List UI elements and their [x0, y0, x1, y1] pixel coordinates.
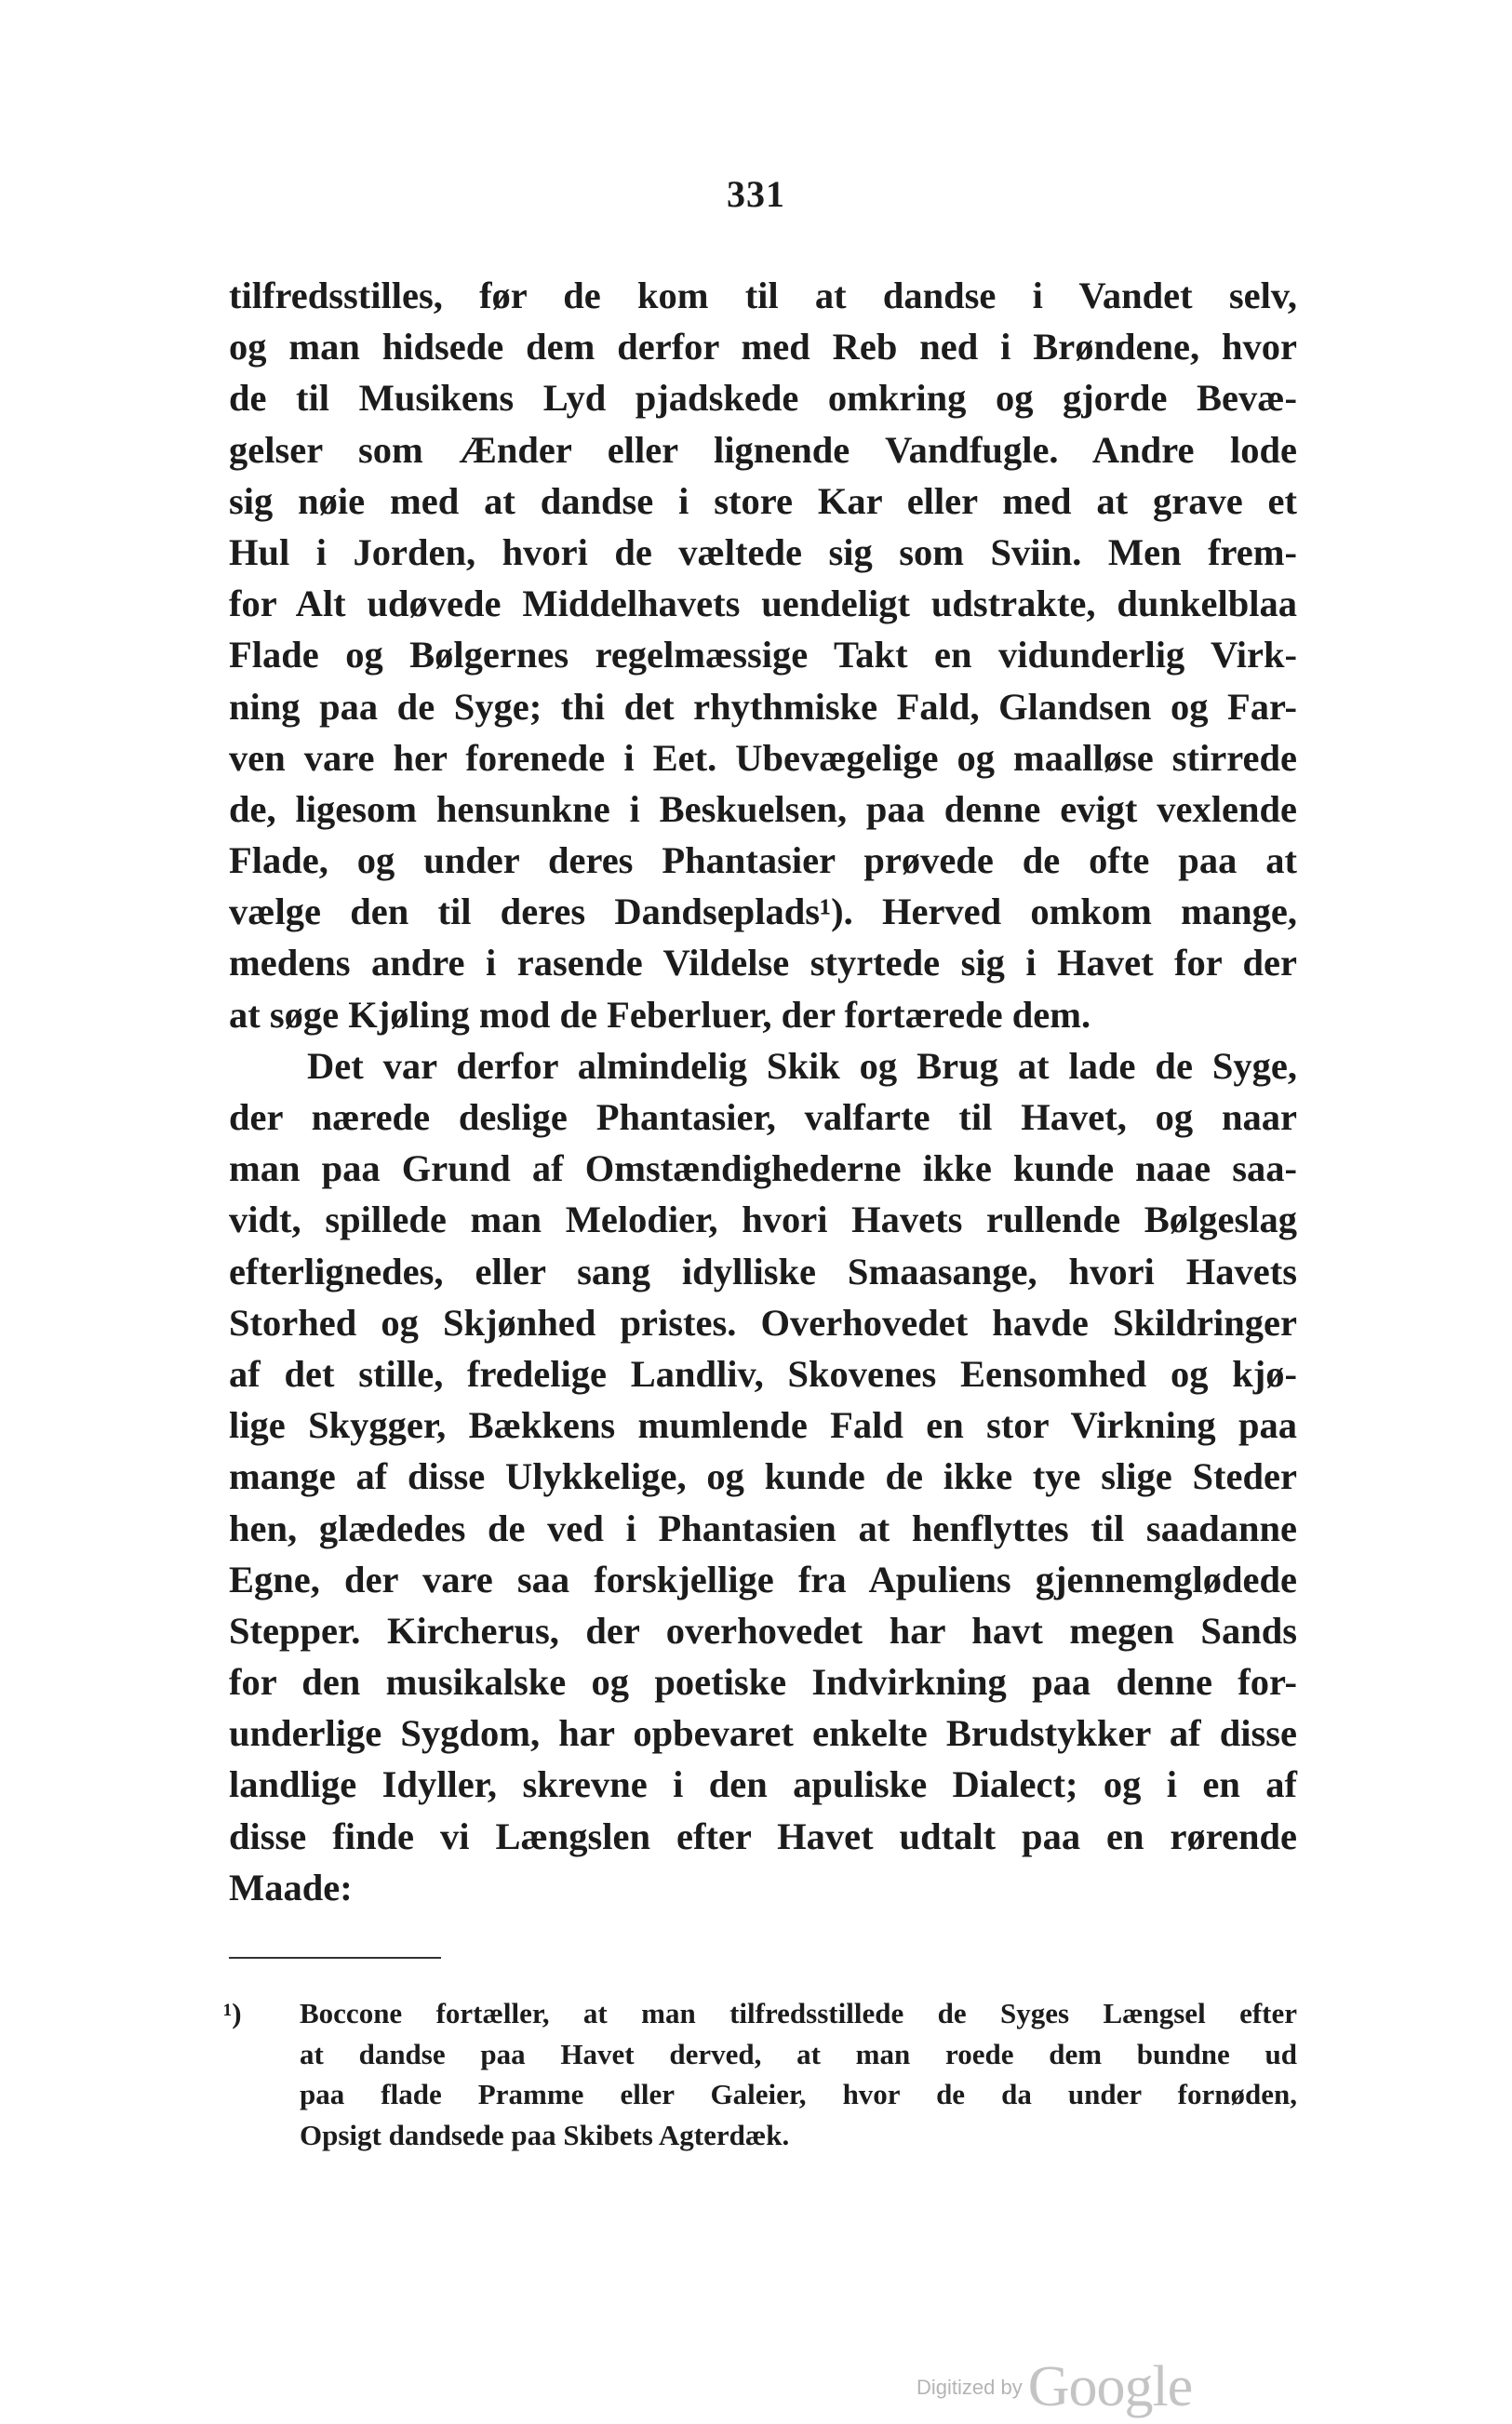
text-line: mange af disse Ulykkelige, og kunde de ikke tye slige Steder — [229, 1455, 1297, 1498]
text-line: Stepper. Kircherus, der overhovedet har havt megen Sands — [229, 1609, 1297, 1652]
text-line: man paa Grund af Omstændighederne ikke kunde naae saa- — [229, 1147, 1297, 1190]
text-line: vælge den til deres Dandseplads¹). Herved omkom mange, — [229, 891, 1297, 933]
text-line: sig nøie med at dandse i store Kar eller med at grave et — [229, 479, 1297, 522]
text-line: de til Musikens Lyd pjadskede omkring og gjorde Bevæ- — [229, 377, 1297, 420]
text-line: vidt, spillede man Melodier, hvori Havets rullende Bølgeslag — [229, 1199, 1297, 1241]
text-line: ning paa de Syge; thi det rhythmiske Fald, Glandsen og Far- — [229, 685, 1297, 728]
text-line: efterlignedes, eller sang idylliske Smaasange, hvori Havets — [229, 1250, 1297, 1292]
footnote-text: Boccone fortæller, at man tilfredsstillede de Syges Længsel efter — [300, 1997, 1297, 2029]
text-line: landlige Idyller, skrevne i den apuliske Dialect; og i en af — [229, 1763, 1297, 1806]
text-line: af det stille, fredelige Landliv, Skovenes Eensomhed og kjø- — [229, 1352, 1297, 1395]
footnote-marker: ¹) — [223, 1997, 242, 2029]
digitized-by-watermark — [917, 2354, 1192, 2420]
google-logo: Google — [1027, 2355, 1193, 2418]
paragraph-first-line: Det var derfor almindelig Skik og Brug at lade de Syge, — [307, 1044, 1297, 1087]
footnote-separator — [229, 1957, 441, 1959]
text-line: ven vare her forenede i Eet. Ubevægelige og maalløse stirrede — [229, 736, 1297, 779]
footnote — [223, 1993, 1297, 2155]
text-line: disse finde vi Længslen efter Havet udtalt paa en rørende — [229, 1815, 1297, 1857]
watermark-prefix: Digitized by — [917, 2375, 1023, 2399]
footnote-line — [223, 1993, 1297, 2034]
text-line: der nærede deslige Phantasier, valfarte til Havet, og naar — [229, 1096, 1297, 1138]
footnote-line: at dandse paa Havet derved, at man roede dem bundne ud — [300, 2037, 1297, 2070]
text-line: Flade, og under deres Phantasier prøvede de ofte paa at — [229, 839, 1297, 882]
body-text — [229, 270, 1297, 1913]
footnote-line: paa flade Pramme eller Galeier, hvor de da under fornøden, — [300, 2078, 1297, 2110]
text-line: hen, glædedes de ved i Phantasien at henflyttes til saadanne — [229, 1507, 1297, 1549]
text-line: de, ligesom hensunkne i Beskuelsen, paa denne evigt vexlende — [229, 787, 1297, 830]
text-line: gelser som Ænder eller lignende Vandfugle. Andre lode — [229, 428, 1297, 471]
footnote-line: Opsigt dandsede paa Skibets Agterdæk. — [300, 2118, 790, 2151]
text-line: Egne, der vare saa forskjellige fra Apuliens gjennemglødede — [229, 1558, 1297, 1600]
text-line: Maade: — [229, 1866, 353, 1908]
text-line: Flade og Bølgernes regelmæssige Takt en vidunderlig Virk- — [229, 634, 1297, 676]
text-line: tilfredsstilles, før de kom til at dandse i Vandet selv, — [229, 275, 1297, 316]
text-line: at søge Kjøling mod de Feberluer, der fortærede dem. — [229, 993, 1091, 1036]
text-line: underlige Sygdom, har opbevaret enkelte Brudstykker af disse — [229, 1712, 1297, 1755]
text-line: for Alt udøvede Middelhavets uendeligt udstrakte, dunkelblaa — [229, 583, 1297, 625]
text-line: lige Skygger, Bækkens mumlende Fald en stor Virkning paa — [229, 1404, 1297, 1447]
page-number: 331 — [727, 173, 785, 215]
text-line: medens andre i rasende Vildelse styrtede sig i Havet for der — [229, 942, 1297, 984]
text-line: Storhed og Skjønhed pristes. Overhovedet havde Skildringer — [229, 1301, 1297, 1344]
text-line: for den musikalske og poetiske Indvirkning paa denne for- — [229, 1661, 1297, 1704]
text-line: Hul i Jorden, hvori de væltede sig som Sviin. Men frem- — [229, 530, 1297, 573]
text-line: og man hidsede dem derfor med Reb ned i Brøndene, hvor — [229, 326, 1297, 368]
